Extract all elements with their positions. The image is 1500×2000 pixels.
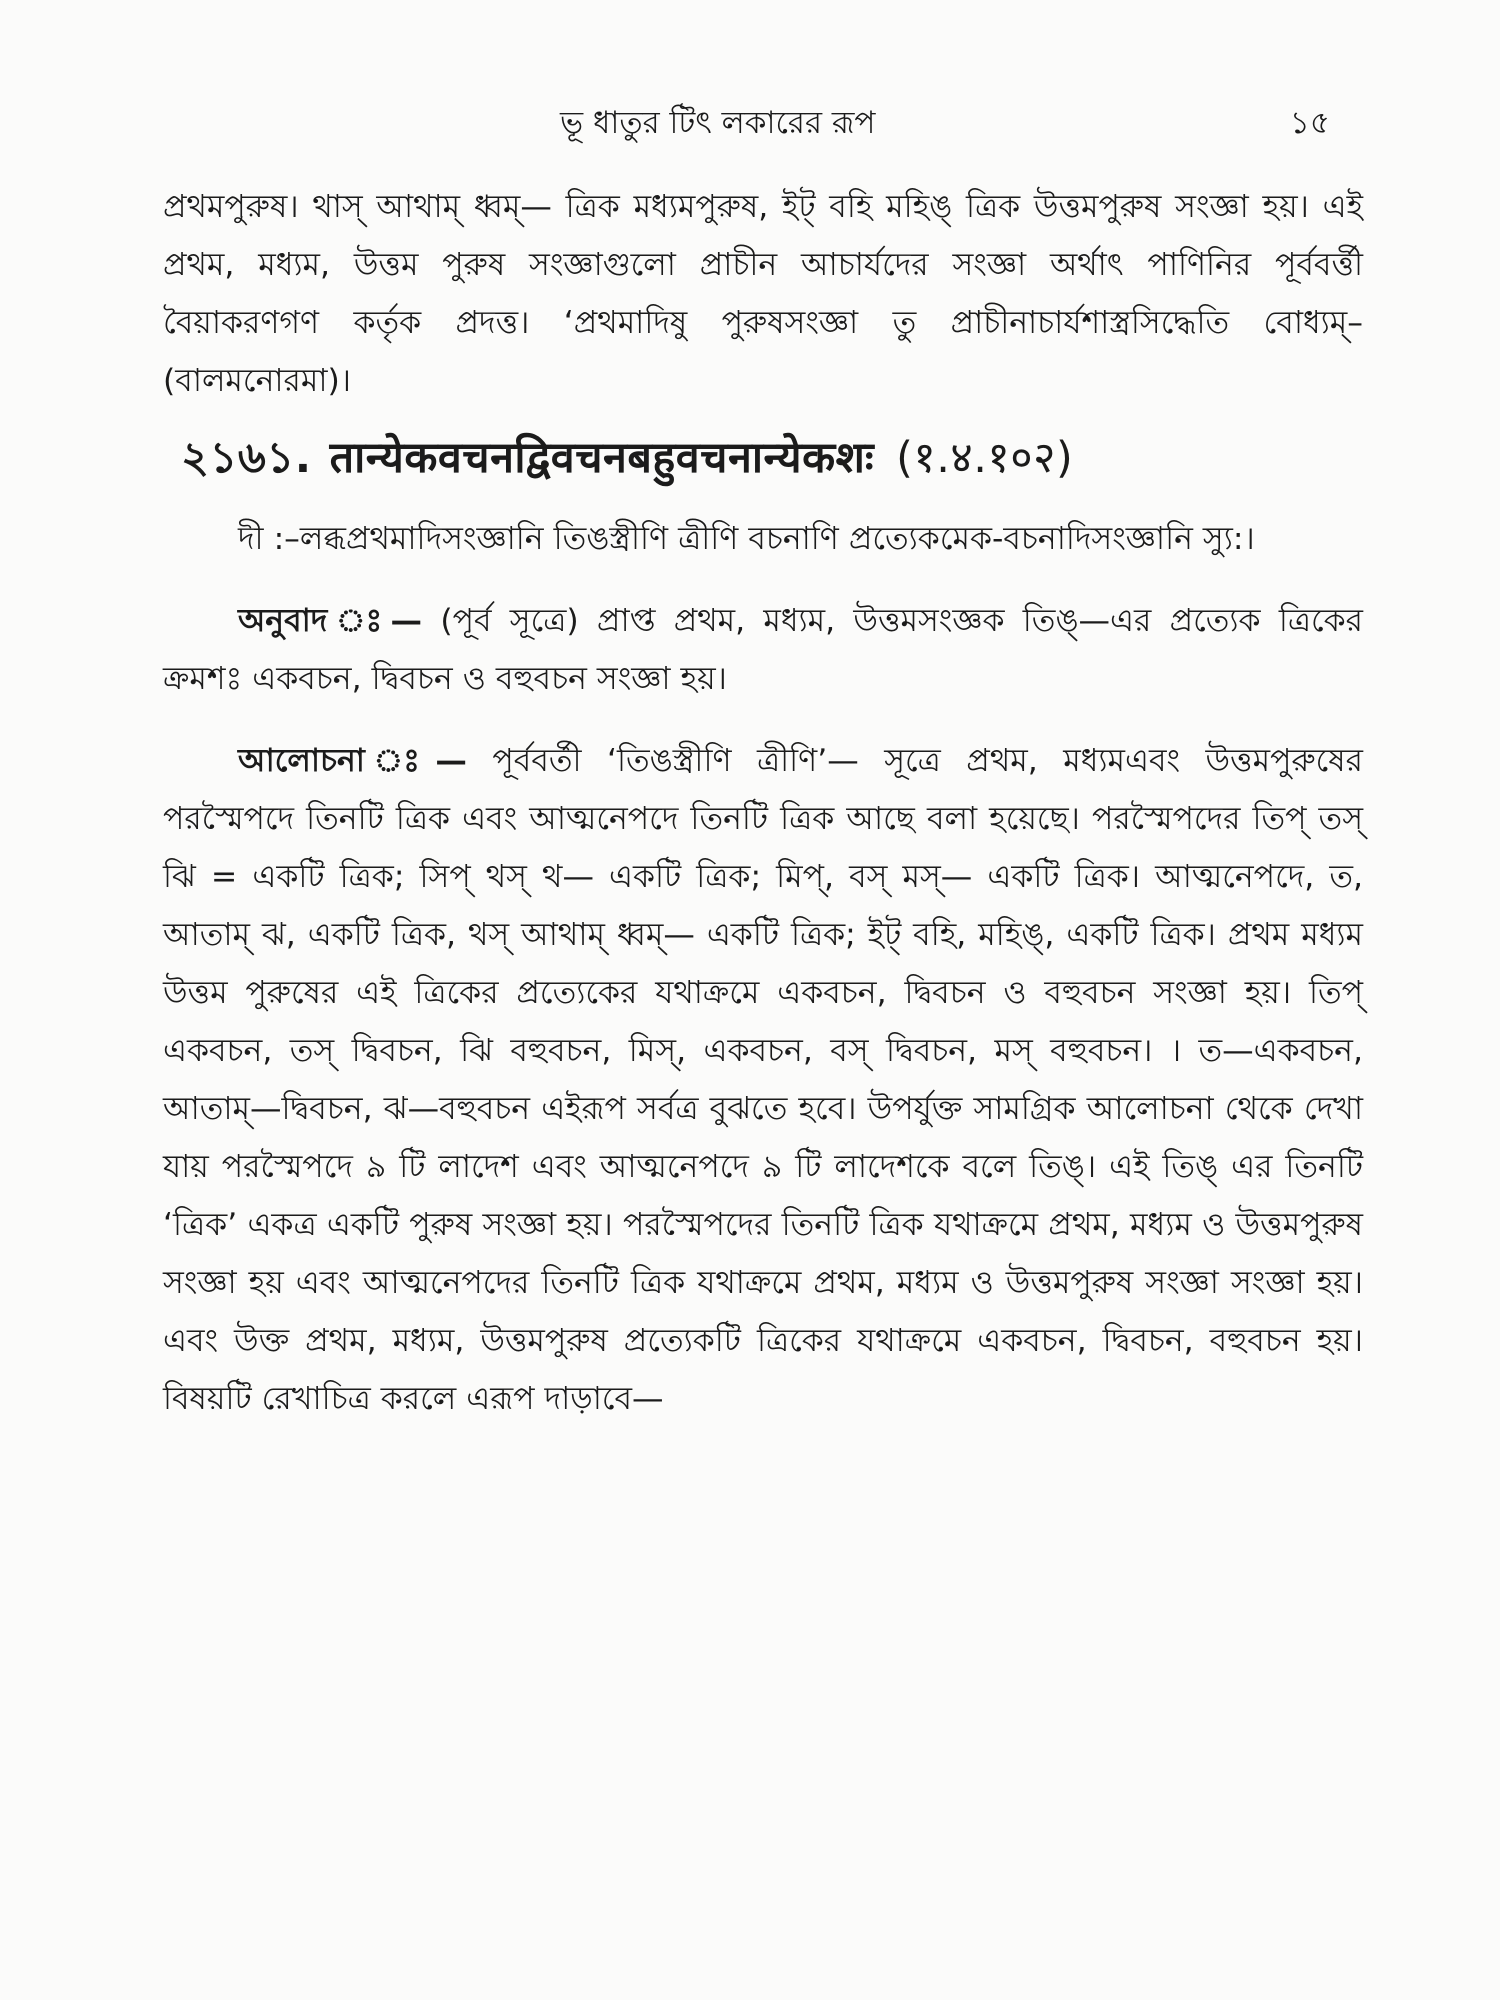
- anuvad-label: অনুবাদ ঃ—: [238, 603, 423, 639]
- sutra-text: तान्येकवचनद्विवचनबहुवचनान्येकशः: [329, 433, 875, 483]
- page-number: ১৫: [1289, 105, 1330, 141]
- continuation-paragraph: প্রথমপুরুষ। থাস্ আথাম্ ধ্বম্— ত্রিক মধ্যমপুরুষ, ইট্ বহি মহিঙ্ ত্রিক উত্তমপুরুষ সংজ্ঞা হয়। এই প্রথম, মধ্যম, উত্তম পুরুষ সংজ্ঞাগুলো প্রাচীন আচার্যদের সংজ্ঞা অর্থাৎ পাণিনির পূর্ববর্ত্তী বৈয়াকরণগণ কর্তৃক প্রদত্ত। ‘প্রথমাদিষু পুরুষসংজ্ঞা তু প্রাচীনাচার্যশাস্ত্রসিদ্ধেতি বোধ্যম্–(বালমনোরমা)।: [163, 189, 1363, 399]
- page-body: [163, 178, 1363, 1428]
- running-title: ভূ ধাতুর টিৎ লকারের রূপ: [560, 105, 876, 141]
- alochana-text: পূর্ববর্তী ‘তিঙস্ত্রীণি ত্রীণি’— সূত্রে প্রথম, মধ্যমএবং উত্তমপুরুষের পরস্মৈপদে তিনটি ত্রিক এবং আত্মনেপদে তিনটি ত্রিক আছে বলা হয়েছে। পরস্মৈপদের তিপ্ তস্ ঝি = একটি ত্রিক; সিপ্ থস্ থ— একটি ত্রিক; মিপ্, বস্ মস্— একটি ত্রিক। আত্মনেপদে, ত, আতাম্ ঝ, একটি ত্রিক, থস্ আথাম্ ধ্বম্— একটি ত্রিক; ইট্ বহি, মহিঙ্, একটি ত্রিক। প্রথম মধ্যম উত্তম পুরুষের এই ত্রিকের প্রত্যেকের যথাক্রমে একবচন, দ্বিবচন ও বহুবচন সংজ্ঞা হয়। তিপ্ একবচন, তস্ দ্বিবচন, ঝি বহুবচন, মিস্, একবচন, বস্ দ্বিবচন, মস্ বহুবচন। । ত—একবচন, আতাম্—দ্বিবচন, ঝ—বহুবচন এইরূপ সর্বত্র বুঝতে হবে। উপর্যুক্ত সামগ্রিক আলোচনা থেকে দেখা যায় পরস্মৈপদে ৯ টি লাদেশ এবং আত্মনেপদে ৯ টি লাদেশকে বলে তিঙ্। এই তিঙ্ এর তিনটি ‘ত্রিক’ একত্র একটি পুরুষ সংজ্ঞা হয়। পরস্মৈপদের তিনটি ত্রিক যথাক্রমে প্রথম, মধ্যম ও উত্তমপুরুষ সংজ্ঞা হয় এবং আত্মনেপদের তিনটি ত্রিক যথাক্রমে প্রথম, মধ্যম ও উত্তমপুরুষ সংজ্ঞা সংজ্ঞা হয়। এবং উক্ত প্রথম, মধ্যম, উত্তমপুরুষ প্রত্যেকটি ত্রিকের যথাক্রমে একবচন, দ্বিবচন, বহুবচন হয়। বিষয়টি রেখাচিত্র করলে এরূপ দাড়াবে—: [163, 743, 1363, 1417]
- sutra-number: ২১৬১.: [181, 433, 312, 483]
- running-header: [0, 98, 1500, 148]
- anuvad-paragraph: [163, 592, 1363, 708]
- sutra-reference: (१.४.१०२): [896, 433, 1074, 483]
- anuvad-text: (পূর্ব সূত্রে) প্রাপ্ত প্রথম, মধ্যম, উত্তমসংজ্ঞক তিঙ্—এর প্রত্যেক ত্রিকের ক্রমশঃ একবচন, দ্বিবচন ও বহুবচন সংজ্ঞা হয়।: [163, 603, 1363, 697]
- sutra-heading: [181, 418, 1363, 498]
- alochana-paragraph: [163, 732, 1363, 1428]
- alochana-label: আলোচনা ঃ—: [238, 743, 467, 779]
- dikshita-gloss: দী :–লব্ধপ্রথমাদিসংজ্ঞানি তিঙস্ত্রীণি ত্রীণি বচনাণি প্রত্যেকমেক-বচনাদিসংজ্ঞানি স্যু:।: [238, 521, 1255, 557]
